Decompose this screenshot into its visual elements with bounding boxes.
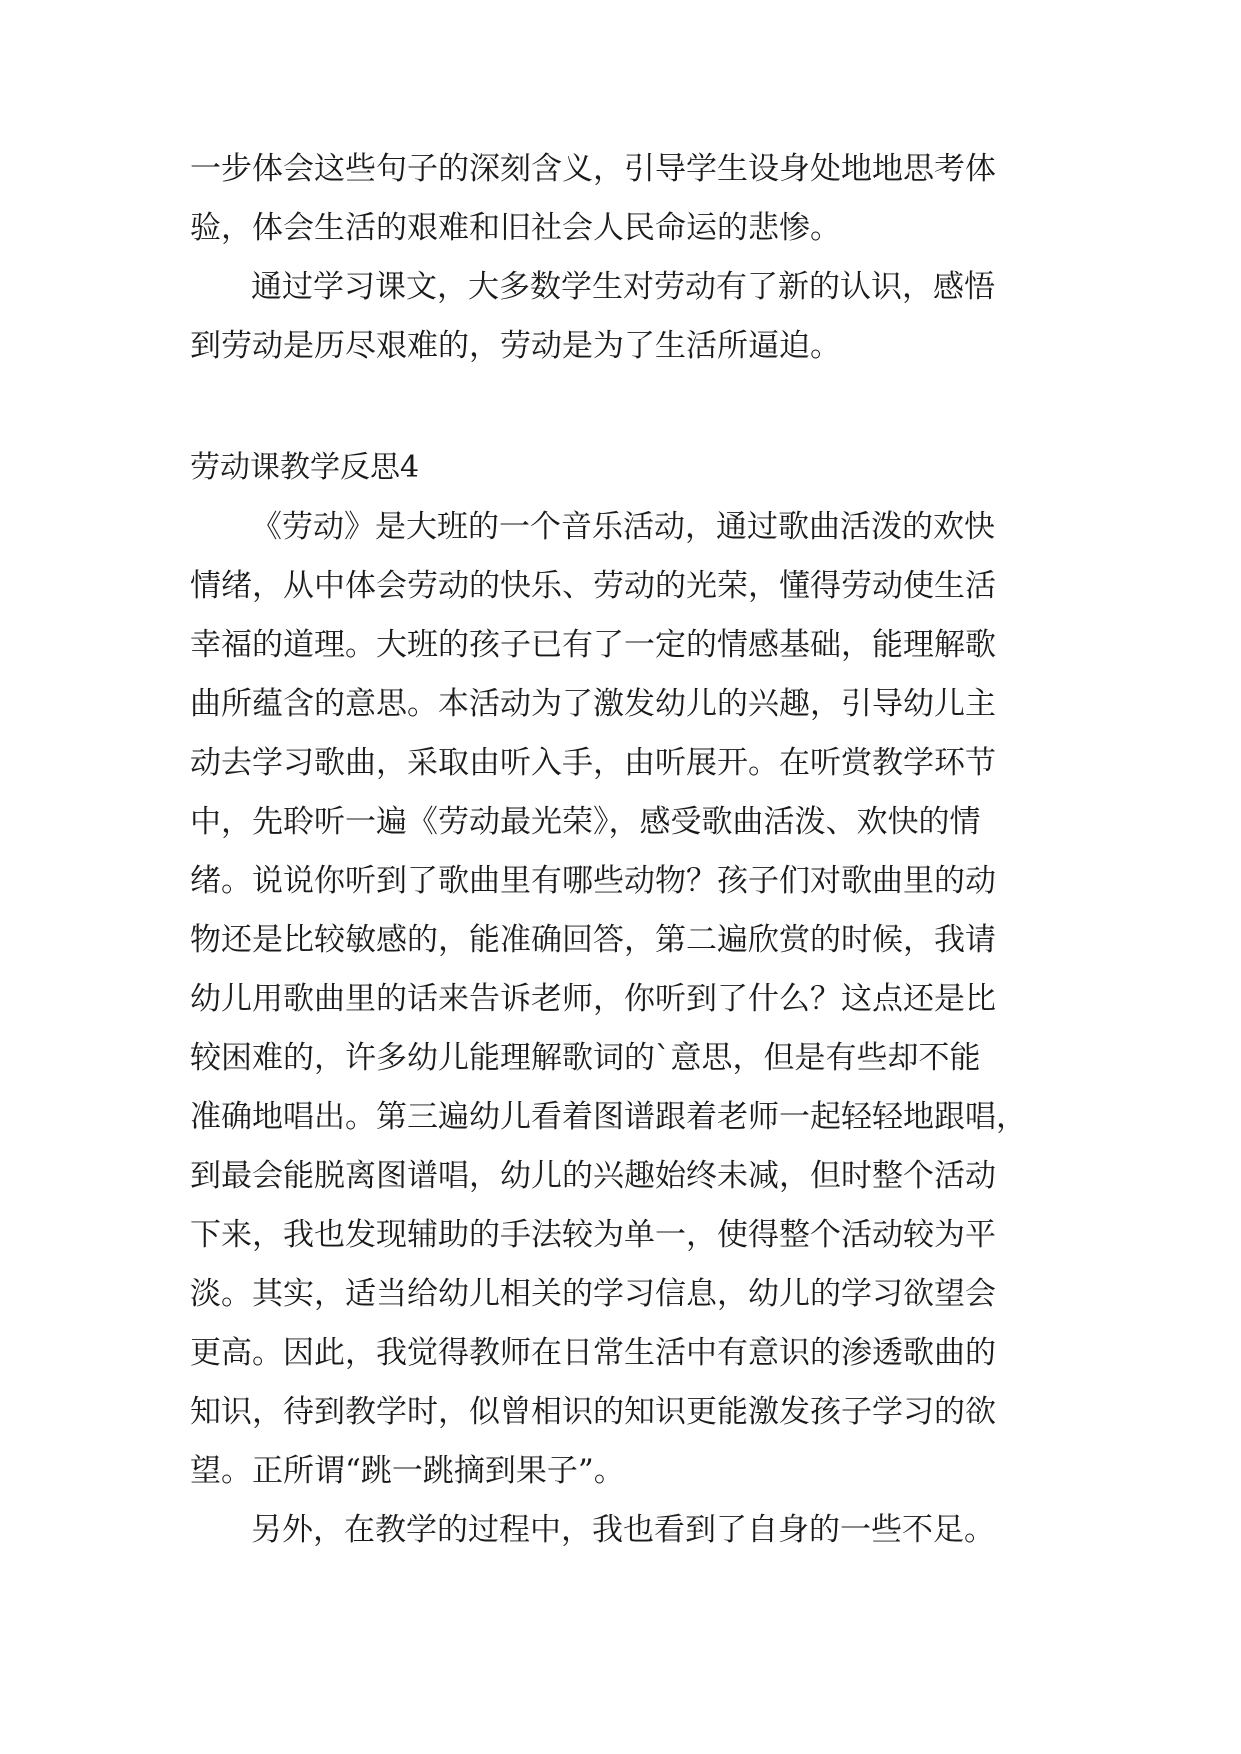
paragraph-first-line: 《劳动》是大班的一个音乐活动，通过歌曲活泼的欢快 — [251, 509, 995, 545]
text-line: 验，体会生活的艰难和旧社会人民命运的悲惨。 — [190, 210, 841, 246]
text-line: 准确地唱出。第三遍幼儿看着图谱跟着老师一起轻轻地跟唱， — [190, 1099, 1027, 1135]
text-line: 知识，待到教学时，似曾相识的知识更能激发孩子学习的欲 — [190, 1394, 996, 1430]
text-line: 下来，我也发现辅助的手法较为单一，使得整个活动较为平 — [190, 1217, 996, 1253]
text-line: 较困难的，许多幼儿能理解歌词的`意思，但是有些却不能 — [190, 1040, 981, 1076]
text-line: 望。正所谓“跳一跳摘到果子”。 — [190, 1453, 625, 1489]
text-line: 到劳动是历尽艰难的，劳动是为了生活所逼迫。 — [190, 328, 841, 364]
section-heading: 劳动课教学反思4 — [190, 450, 420, 485]
text-line: 绪。说说你听到了歌曲里有哪些动物？孩子们对歌曲里的动 — [190, 863, 996, 899]
text-line: 一步体会这些句子的深刻含义，引导学生设身处地地思考体 — [190, 151, 996, 187]
text-line: 幸福的道理。大班的孩子已有了一定的情感基础，能理解歌 — [190, 627, 996, 663]
text-line: 更高。因此，我觉得教师在日常生活中有意识的渗透歌曲的 — [190, 1335, 996, 1371]
text-line: 曲所蕴含的意思。本活动为了激发幼儿的兴趣，引导幼儿主 — [190, 686, 996, 722]
text-line: 到最会能脱离图谱唱，幼儿的兴趣始终未减，但时整个活动 — [190, 1158, 996, 1194]
text-line: 动去学习歌曲，采取由听入手，由听展开。在听赏教学环节 — [190, 745, 996, 781]
text-line: 中，先聆听一遍《劳动最光荣》，感受歌曲活泼、欢快的情 — [190, 804, 981, 840]
paragraph-first-line: 另外，在教学的过程中，我也看到了自身的一些不足。 — [251, 1512, 995, 1548]
text-line: 淡。其实，适当给幼儿相关的学习信息，幼儿的学习欲望会 — [190, 1276, 996, 1312]
text-line: 幼儿用歌曲里的话来告诉老师，你听到了什么？这点还是比 — [190, 981, 996, 1017]
paragraph-first-line: 通过学习课文，大多数学生对劳动有了新的认识，感悟 — [251, 269, 995, 305]
text-line: 情绪，从中体会劳动的快乐、劳动的光荣，懂得劳动使生活 — [190, 568, 996, 604]
text-line: 物还是比较敏感的，能准确回答，第二遍欣赏的时候，我请 — [190, 922, 996, 958]
